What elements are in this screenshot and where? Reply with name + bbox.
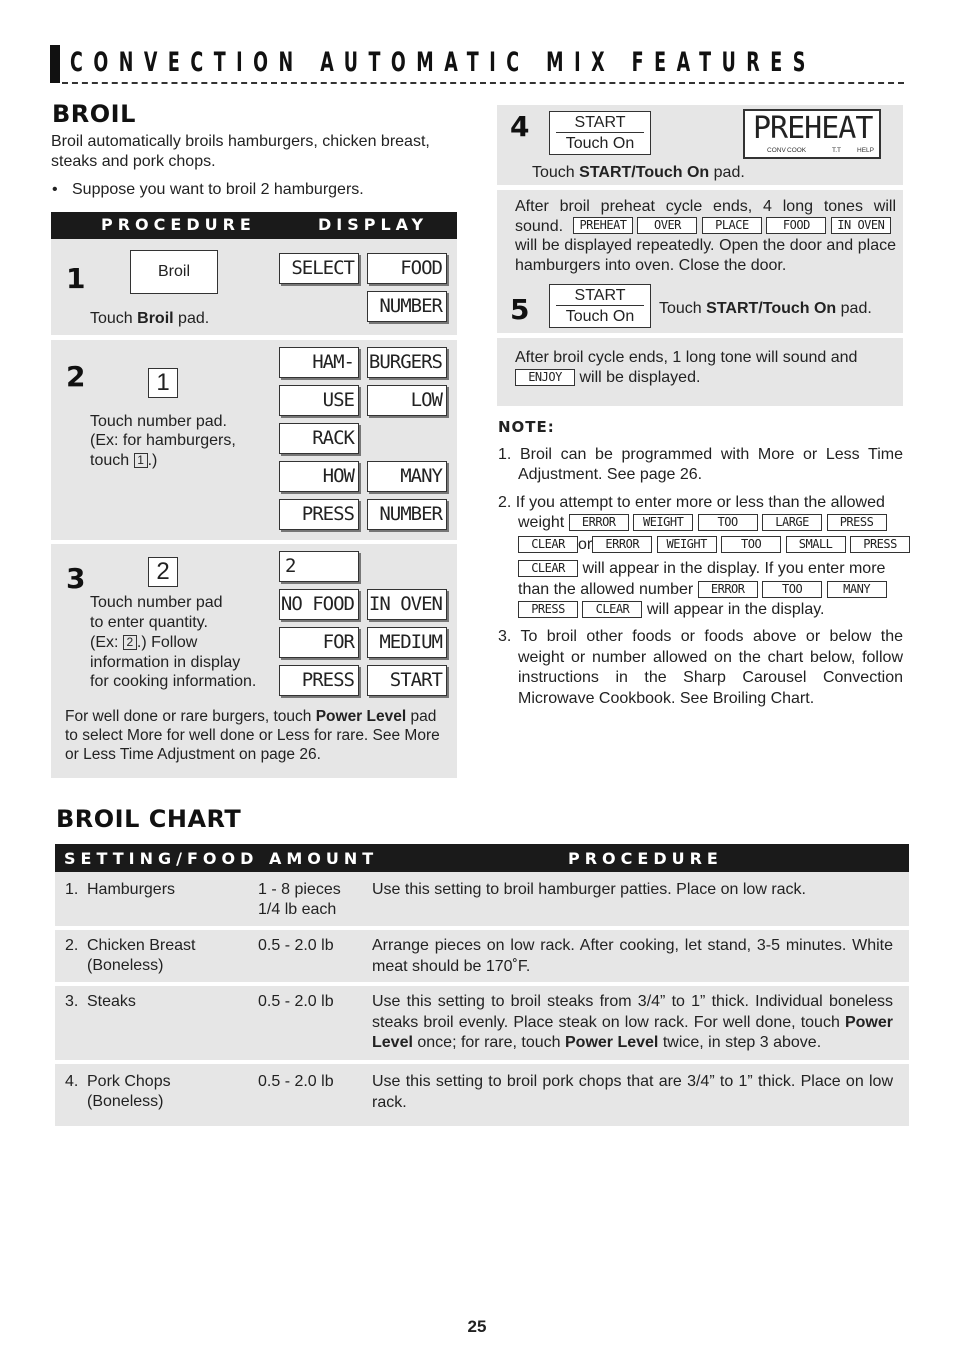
display-no-food: NO FOOD (279, 589, 359, 620)
disp-weight-2: WEIGHT (657, 536, 717, 553)
broil-chart-header (55, 844, 909, 872)
row-food: Chicken Breast (87, 937, 196, 954)
page-number: 25 (467, 1317, 487, 1336)
disp-press-3: PRESS (518, 601, 578, 618)
disp-over: OVER (637, 217, 697, 234)
preheat-display-sequence (573, 217, 891, 235)
disp-weight: WEIGHT (633, 514, 693, 531)
chart-col-setting: SETTING/FOOD (64, 849, 259, 868)
display-press: PRESS (279, 499, 359, 530)
display-for: FOR (279, 627, 359, 658)
row-procedure: Use this setting to broil steaks from 3/4” to 1” thick. Individual boneless steaks broil evenly. Place steak on low rack. For well done, touch Power Level once; for rare, touch Power Level twice, in step 3 above. (372, 993, 893, 1051)
start-touch-on-pad[interactable] (549, 111, 651, 155)
inline-key-2: 2 (123, 635, 137, 650)
step3-footnote: For well done or rare burgers, touch Power Level pad to select More for well done or Less for rare. See More or Less Time Adjustment on page 26. (65, 708, 440, 763)
display-rack: RACK (279, 423, 359, 454)
display-many: MANY (367, 461, 447, 492)
step3-line1: Touch number pad (90, 594, 223, 611)
row-amount-2: 1/4 lb each (258, 901, 337, 918)
disp-preheat: PREHEAT (573, 217, 633, 234)
disp-too-2: TOO (721, 536, 781, 553)
preheat-display-text: PREHEAT (753, 111, 873, 146)
disp-too-3: TOO (762, 581, 822, 598)
table-row (55, 986, 909, 1060)
row-num: 1. (65, 881, 79, 898)
touch-on-pad-label-2: Touch On (565, 308, 635, 325)
step3-number: 3 (66, 562, 86, 595)
header-dash-line (62, 82, 904, 84)
disp-error-3: ERROR (698, 581, 758, 598)
disp-small: SMALL (786, 536, 846, 553)
row-food: Pork Chops (87, 1073, 171, 1090)
header-bar (50, 45, 60, 83)
row-food-2: (Boneless) (87, 1093, 164, 1110)
end-info-line2: ENJOY will be displayed. (515, 368, 700, 388)
display-medium: MEDIUM (367, 627, 447, 658)
disp-clear-2: CLEAR (518, 560, 578, 577)
number-pad-2[interactable]: 2 (148, 557, 178, 587)
row-procedure: Use this setting to broil hamburger patties. Place on low rack. (372, 881, 806, 898)
note-item-2-line1: 2. If you attempt to enter more or less than the allowed (498, 494, 885, 511)
row-food-2: (Boneless) (87, 957, 164, 974)
start-touch-on-pad-2[interactable] (549, 284, 651, 328)
step2-line3: touch 1 .) (90, 452, 158, 469)
step3-line2: to enter quantity. (90, 614, 208, 631)
display-col-label: DISPLAY (318, 215, 429, 234)
step5-instruction: Touch START/Touch On pad. (659, 300, 872, 317)
display-burgers: BURGERS (367, 347, 447, 378)
step3-line3: (Ex: 2 .) Follow (90, 634, 198, 651)
disp-large: LARGE (762, 514, 822, 531)
step4-instruction: Touch START/Touch On pad. (532, 164, 745, 181)
preheat-info-line2: will be displayed repeatedly. Open the door and place hamburgers into oven. Close the door. (515, 237, 896, 274)
indicator-help: HELP (857, 147, 874, 154)
chart-col-amount: AMOUNT (269, 849, 379, 868)
broil-title: BROIL (52, 100, 136, 128)
disp-error-2: ERROR (592, 536, 652, 553)
display-number-2: NUMBER (367, 499, 447, 530)
display-use: USE (279, 385, 359, 416)
disp-place: PLACE (702, 217, 762, 234)
step1-number: 1 (66, 262, 86, 295)
disp-press-2: PRESS (850, 536, 910, 553)
number-pad-1[interactable]: 1 (148, 368, 178, 398)
disp-too: TOO (698, 514, 758, 531)
row-food: Hamburgers (87, 881, 176, 898)
start-pad-label: START (556, 112, 644, 133)
step2-line2: (Ex: for hamburgers, (90, 432, 236, 449)
disp-food: FOOD (766, 217, 826, 234)
display-press-2: PRESS (279, 665, 359, 696)
step1-instruction: Touch Broil pad. (90, 310, 210, 327)
row-amount: 0.5 - 2.0 lb (258, 993, 334, 1010)
row-procedure: Use this setting to broil pork chops that are 3/4” to 1” thick. Place on low rack. (372, 1073, 893, 1111)
chart-col-procedure: PROCEDURE (568, 849, 723, 868)
disp-clear-3: CLEAR (582, 601, 642, 618)
note-item-2-line4: CLEAR will appear in the display. If you enter more (518, 559, 885, 579)
broil-pad-button[interactable]: Broil (130, 250, 218, 294)
display-in-oven: IN OVEN (367, 589, 447, 620)
row-num: 3. (65, 993, 79, 1010)
page-header-title: CONVECTION AUTOMATIC MIX FEATURES (70, 47, 816, 78)
display-select: SELECT (279, 253, 359, 284)
indicator-cook: COOK (787, 147, 807, 154)
row-amount: 1 - 8 pieces (258, 881, 341, 898)
table-row (55, 872, 909, 926)
indicator-tt: T.T (832, 147, 842, 154)
row-num: 4. (65, 1073, 79, 1090)
table-row (55, 930, 909, 982)
procedure-header-bar (51, 212, 457, 239)
broil-bullet: Suppose you want to broil 2 hamburgers. (72, 181, 364, 198)
display-low: LOW (367, 385, 447, 416)
indicator-conv: CONV (767, 147, 786, 154)
note-item-1: 1. Broil can be programmed with More or Less Time Adjustment. See page 26. (498, 446, 903, 483)
broil-intro: Broil automatically broils hamburgers, chicken breast, steaks and pork chops. (51, 133, 430, 170)
preheat-info-line1: After broil preheat cycle ends, 4 long tones will sound. (515, 198, 896, 235)
disp-enjoy: ENJOY (515, 369, 575, 386)
step5-number: 5 (510, 293, 530, 326)
step2-number: 2 (66, 360, 86, 393)
display-number: NUMBER (367, 291, 447, 322)
step4-number: 4 (510, 110, 530, 143)
row-amount: 0.5 - 2.0 lb (258, 1073, 334, 1090)
note-item-2-line3: CLEAR or ERROR WEIGHT TOO SMALL PRESS (518, 535, 910, 555)
inline-key-1: 1 (134, 453, 148, 468)
note-item-2-line6: PRESS CLEAR will appear in the display. (518, 600, 824, 620)
display-ham: HAM- (279, 347, 359, 378)
disp-in-oven: IN OVEN (831, 217, 891, 234)
disp-press: PRESS (827, 514, 887, 531)
preheat-large-display (743, 109, 881, 159)
disp-error: ERROR (569, 514, 629, 531)
bullet-dot: • (52, 181, 58, 198)
display-food: FOOD (367, 253, 447, 284)
disp-many: MANY (827, 581, 887, 598)
touch-on-pad-label: Touch On (565, 135, 635, 152)
broil-chart-title: BROIL CHART (56, 805, 242, 833)
table-row (55, 1064, 909, 1126)
display-how: HOW (279, 461, 359, 492)
note-item-3: 3. To broil other foods or foods above or below the weight or number allowed on the chart below, follow instructions in the Sharp Carousel Convection Microwave Cookbook. See Broiling Chart. (498, 628, 903, 707)
row-amount: 0.5 - 2.0 lb (258, 937, 334, 954)
row-procedure: Arrange pieces on low rack. After cooking, let stand, 3-5 minutes. White meat should be 170˚F. (372, 937, 893, 975)
step3-line4: information in display (90, 654, 241, 671)
step2-line1: Touch number pad. (90, 413, 227, 430)
note-item-2-line2: weight ERROR WEIGHT TOO LARGE PRESS (518, 513, 887, 533)
procedure-col-label: PROCEDURE (101, 215, 256, 234)
display-qty-2: 2 (279, 551, 359, 582)
end-info-line1: After broil cycle ends, 1 long tone will sound and (515, 349, 858, 366)
display-start: START (367, 665, 447, 696)
note-item-2-line5: than the allowed number ERROR TOO MANY (518, 580, 887, 600)
row-num: 2. (65, 937, 79, 954)
start-pad-label-2: START (556, 285, 644, 306)
disp-clear: CLEAR (518, 536, 578, 553)
note-title: NOTE: (498, 418, 555, 436)
step3-line5: for cooking information. (90, 673, 257, 690)
row-food: Steaks (87, 993, 136, 1010)
